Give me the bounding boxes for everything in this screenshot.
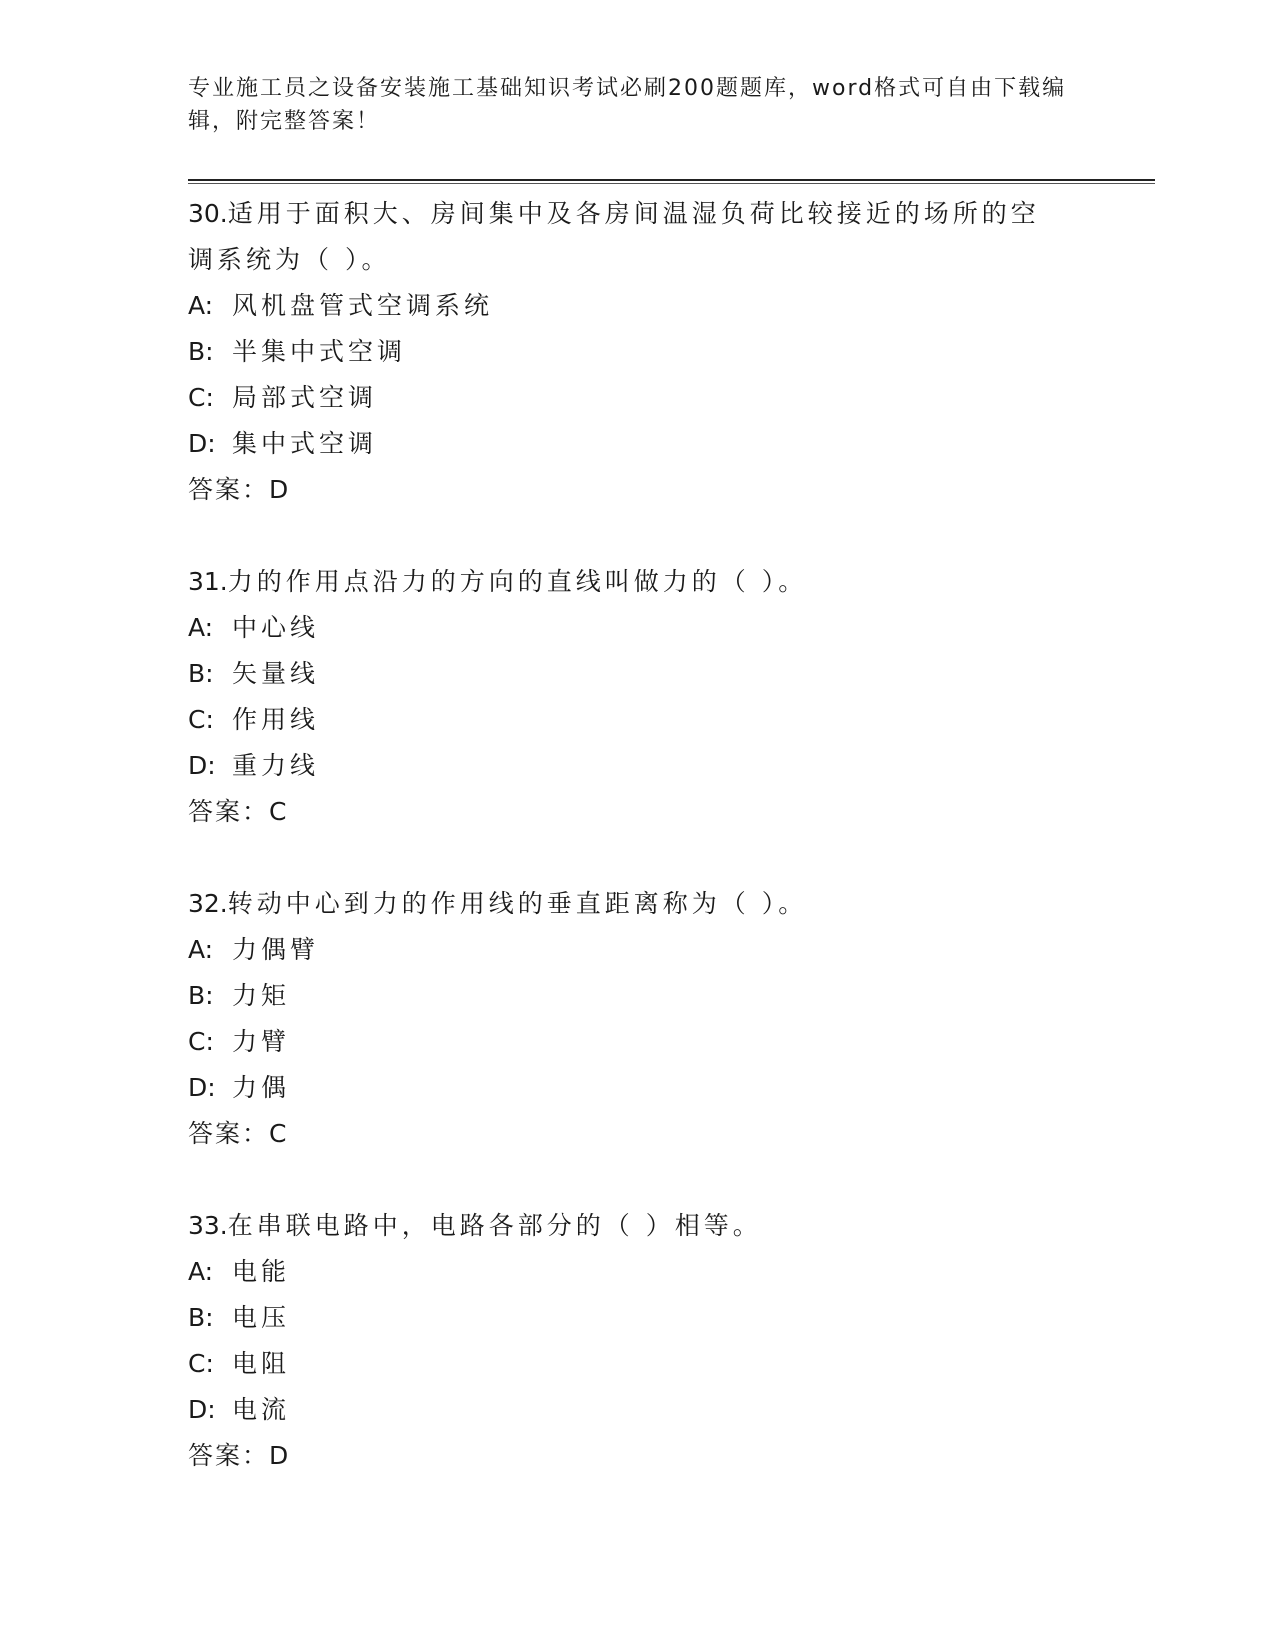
option-key: D: <box>188 751 216 780</box>
option-d <box>188 421 1148 467</box>
option-text: 半集中式空调 <box>232 337 407 366</box>
answer-line: 答案：C <box>188 1119 289 1148</box>
question-33 <box>188 1203 1148 1479</box>
option-key: B: <box>188 659 214 688</box>
option-a <box>188 283 1148 329</box>
option-key: A: <box>188 291 214 320</box>
option-c <box>188 1019 1148 1065</box>
answer-line: 答案：D <box>188 1441 291 1470</box>
option-key: C: <box>188 1349 214 1378</box>
option-b <box>188 973 1148 1019</box>
option-key: A: <box>188 613 214 642</box>
option-c <box>188 1341 1148 1387</box>
option-c <box>188 375 1148 421</box>
option-text: 力偶 <box>232 1073 291 1102</box>
option-text: 电阻 <box>232 1349 291 1378</box>
option-text: 集中式空调 <box>232 429 378 458</box>
document-title: 专业施工员之设备安装施工基础知识考试必刷200题题库，word格式可自由下载编辑，附完整答案！ <box>188 76 1067 134</box>
option-d <box>188 1387 1148 1433</box>
option-text: 力臂 <box>232 1027 291 1056</box>
answer-line: 答案：D <box>188 475 291 504</box>
document-header <box>188 72 1088 138</box>
question-30 <box>188 191 1148 513</box>
question-number: 31. <box>188 567 228 596</box>
header-divider <box>188 179 1155 181</box>
question-31 <box>188 559 1148 835</box>
option-b <box>188 329 1148 375</box>
option-text: 矢量线 <box>232 659 320 688</box>
header-divider-thin <box>188 183 1155 184</box>
option-key: C: <box>188 383 214 412</box>
option-text: 作用线 <box>232 705 320 734</box>
option-text: 力偶臂 <box>232 935 320 964</box>
answer-line: 答案：C <box>188 797 289 826</box>
question-stem <box>188 881 1148 927</box>
question-text: 适用于面积大、房间集中及各房间温湿负荷比较接近的场所的空调系统为（ ）。 <box>188 199 1040 274</box>
option-key: D: <box>188 429 216 458</box>
option-key: C: <box>188 705 214 734</box>
option-key: A: <box>188 1257 214 1286</box>
question-number: 32. <box>188 889 228 918</box>
option-d <box>188 743 1148 789</box>
option-b <box>188 1295 1148 1341</box>
option-key: B: <box>188 1303 214 1332</box>
option-text: 电压 <box>232 1303 291 1332</box>
option-key: B: <box>188 337 214 366</box>
option-key: D: <box>188 1395 216 1424</box>
option-d <box>188 1065 1148 1111</box>
option-key: A: <box>188 935 214 964</box>
option-key: D: <box>188 1073 216 1102</box>
question-32 <box>188 881 1148 1157</box>
question-list <box>188 191 1148 1525</box>
option-text: 风机盘管式空调系统 <box>232 291 494 320</box>
option-text: 电能 <box>232 1257 291 1286</box>
question-stem <box>188 191 1068 283</box>
question-number: 30. <box>188 199 228 228</box>
option-text: 力矩 <box>232 981 291 1010</box>
option-key: C: <box>188 1027 214 1056</box>
question-text: 力的作用点沿力的方向的直线叫做力的（ ）。 <box>227 567 808 596</box>
question-stem <box>188 1203 1148 1249</box>
option-text: 重力线 <box>232 751 320 780</box>
option-a <box>188 927 1148 973</box>
option-text: 电流 <box>232 1395 291 1424</box>
question-number: 33. <box>188 1211 228 1240</box>
option-text: 局部式空调 <box>232 383 378 412</box>
option-b <box>188 651 1148 697</box>
option-c <box>188 697 1148 743</box>
option-text: 中心线 <box>232 613 320 642</box>
option-key: B: <box>188 981 214 1010</box>
question-text: 转动中心到力的作用线的垂直距离称为（ ）。 <box>227 889 808 918</box>
question-text: 在串联电路中，电路各部分的（ ）相等。 <box>227 1211 762 1240</box>
question-stem <box>188 559 1148 605</box>
option-a <box>188 1249 1148 1295</box>
option-a <box>188 605 1148 651</box>
